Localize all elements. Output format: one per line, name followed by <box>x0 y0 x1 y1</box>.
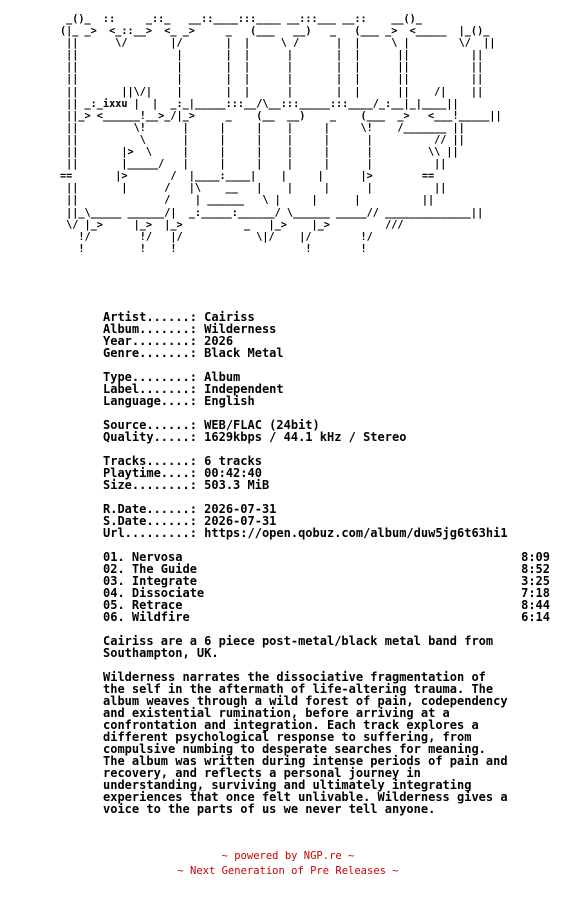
album-description: Wilderness narrates the dissociative fragmentation of the self in the aftermath of life-altering trauma. The album weaves through a wild forest of pain, codependency and existential rumination, before arriving at a confrontation and integration. Each track explores a different psychological response to suffering, from compulsive numbing to desperate searches for meaning. The album was written during intense periods of pain and recovery, and reflects a personal journey in understanding, surviving and ultimately integrating experiences that once felt unlivable. Wilderness gives a voice to the parts of us we never tell anyone. <box>103 670 508 816</box>
footer-tagline: ~ Next Generation of Pre Releases ~ <box>177 865 399 877</box>
info-year: Year........: 2026 <box>103 334 234 348</box>
track-title: 05. Retrace <box>103 598 183 612</box>
info-scene-date: S.Date......: 2026-07-31 <box>103 514 277 528</box>
info-playtime: Playtime....: 00:42:40 <box>103 466 262 480</box>
info-release-date: R.Date......: 2026-07-31 <box>103 502 277 516</box>
info-genre: Genre.......: Black Metal <box>103 346 284 360</box>
info-label: Label.......: Independent <box>103 382 284 396</box>
ascii-art-logo: _()_ :: _::_ __::____:::____ __:::___ __:: __()_ (|_ _> <_::__> <_ _> _ (___ __) _ (___ _> <_____ |_()_ || \/ |/ | | \ / | | \ | \/ || || | | | | | | || || || | | | | | | || || || | | | | | | || || || ||\/| | | | | | | || /| || || _:_ixxu | | _:_|_____:::__/\__:::_____:::____/_:__|_|____|| ||_> <______!__>_/|_> _ (__ __) _ (___ _> <___!_____|| || \! | | | | | \! /_______ || || \ | | | | | | // || || |> \ | | | | | | \\ || || |_____/ | | | | | | || == |> / |____:____| | | |> == || | / |\ __ | | | | || || / | ______ \ | | | || ||_\_____ ______/| _:_____:______/ \______ _____// ______________|| \/ |_> |_> |_> _ |_> |_> /// !/ !/ |/ \|/ |/ !/ ! ! ! ! ! <box>60 14 502 255</box>
info-type: Type........: Album <box>103 370 241 384</box>
info-artist: Artist......: Cairiss <box>103 310 255 324</box>
info-size: Size........: 503.3 MiB <box>103 478 270 492</box>
track-time: 7:18 <box>521 586 550 600</box>
track-title: 02. The Guide <box>103 562 197 576</box>
info-tracks: Tracks......: 6 tracks <box>103 454 262 468</box>
info-url[interactable]: Url.........: https://open.qobuz.com/album/duw5jg6t63hi1 <box>103 526 508 540</box>
info-language: Language....: English <box>103 394 255 408</box>
track-time: 8:44 <box>521 598 550 612</box>
track-time: 8:52 <box>521 562 550 576</box>
footer-powered-by[interactable]: ~ powered by NGP.re ~ <box>221 850 355 862</box>
track-time: 3:25 <box>521 574 550 588</box>
info-album: Album.......: Wilderness <box>103 322 277 336</box>
info-quality: Quality.....: 1629kbps / 44.1 kHz / Stereo <box>103 430 407 444</box>
track-time: 8:09 <box>521 550 550 564</box>
track-title: 01. Nervosa <box>103 550 183 564</box>
track-title: 06. Wildfire <box>103 610 190 624</box>
track-time: 6:14 <box>521 610 550 624</box>
track-row <box>103 611 550 623</box>
nfo-body <box>103 311 563 815</box>
band-intro: Cairiss are a 6 piece post-metal/black metal band from Southampton, UK. <box>103 634 494 660</box>
track-title: 03. Integrate <box>103 574 197 588</box>
track-title: 04. Dissociate <box>103 586 205 600</box>
info-source: Source......: WEB/FLAC (24bit) <box>103 418 320 432</box>
